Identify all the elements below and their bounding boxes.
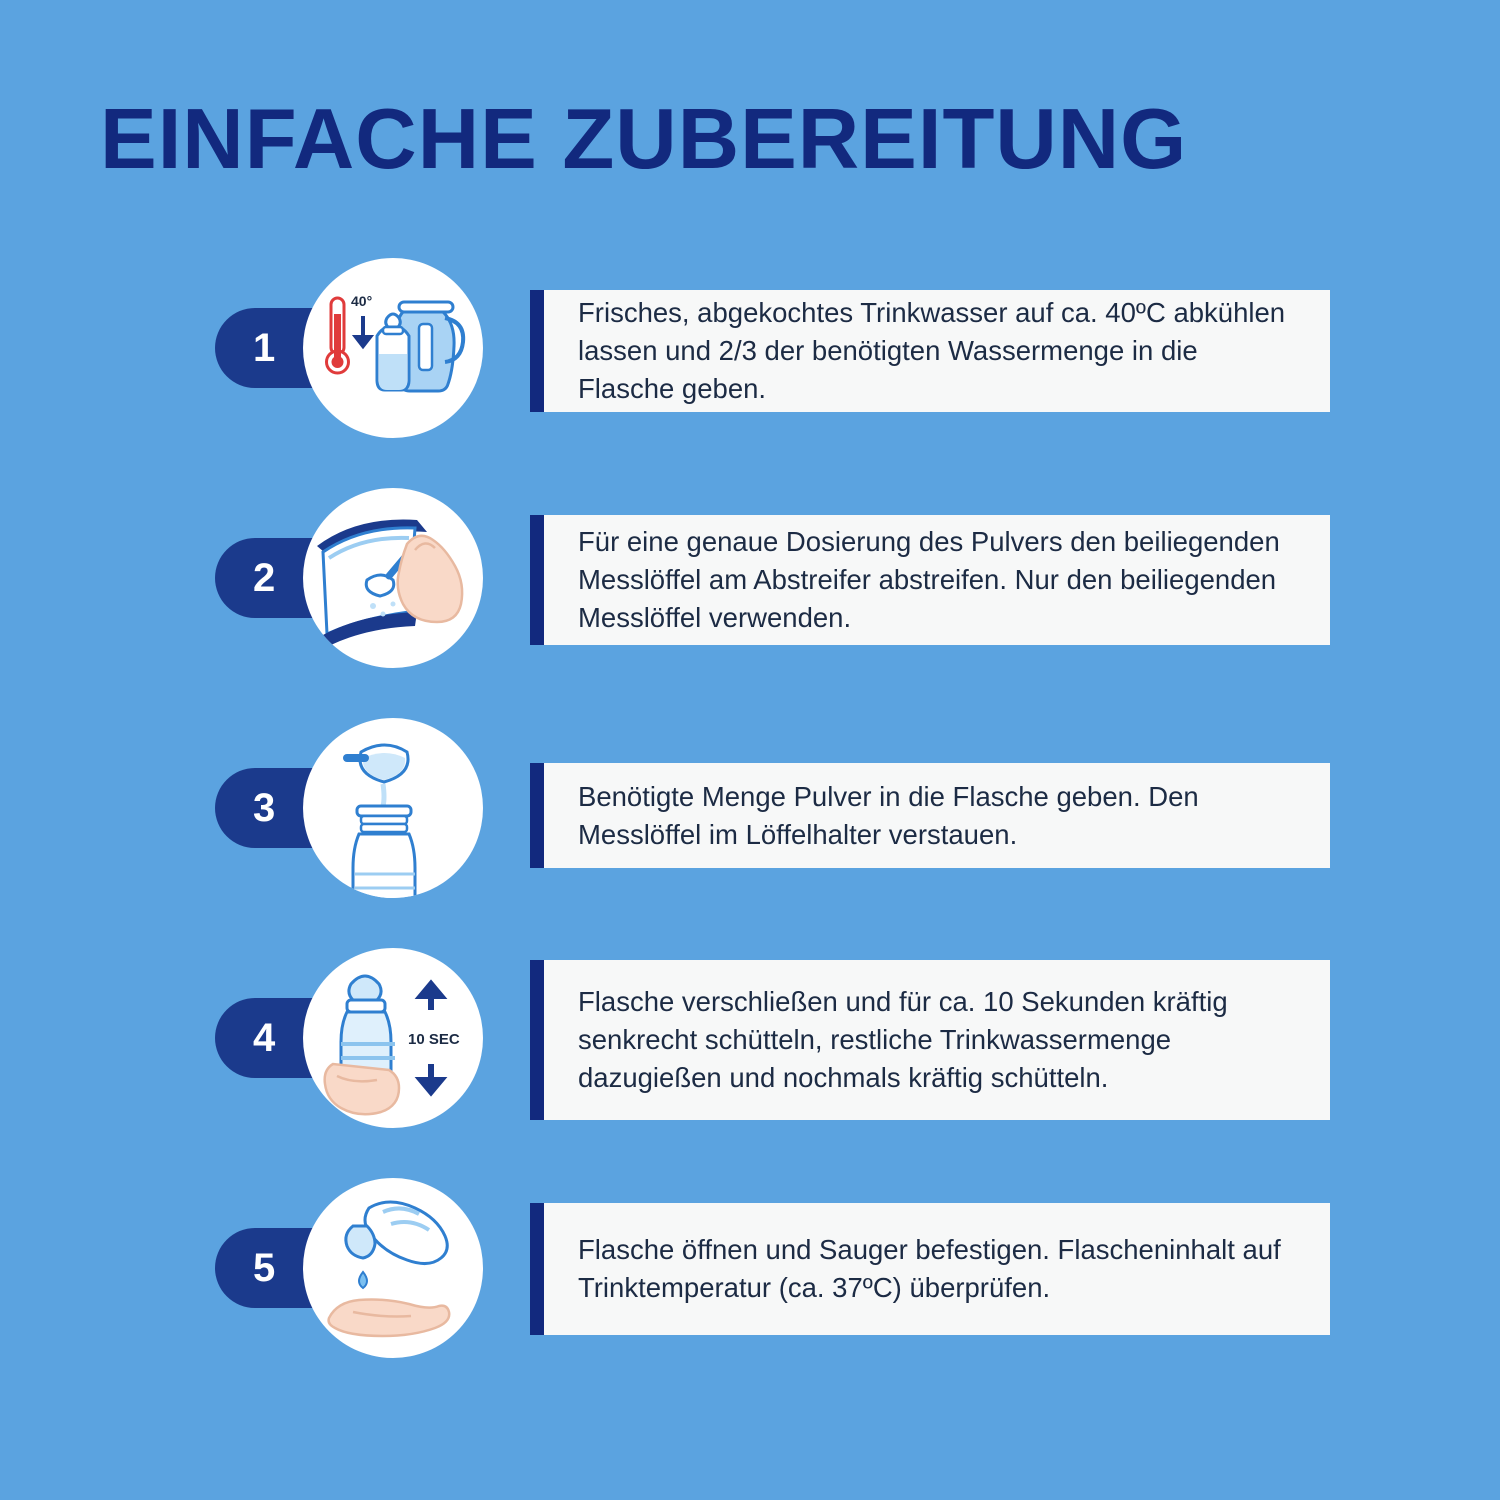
page-title: EINFACHE ZUBEREITUNG [100, 92, 1188, 187]
svg-text:10 SEC: 10 SEC [408, 1031, 460, 1048]
step-item [0, 488, 1500, 668]
kettle-thermometer-bottle-icon [303, 258, 483, 438]
step-text: Flasche verschließen und für ca. 10 Sekunden kräftig senkrecht schütteln, restliche Trinkwassermenge dazugießen und nochmals kräftig schütteln. [578, 986, 1228, 1093]
step-text-card [530, 515, 1330, 645]
hand-shaking-bottle-icon [303, 948, 483, 1128]
steps-list [0, 258, 1500, 1408]
step-text-card [530, 290, 1330, 412]
step-text-card [530, 763, 1330, 868]
svg-text:40°: 40° [351, 293, 373, 309]
scoop-pouring-into-bottle-icon [303, 718, 483, 898]
step-text: Für eine genaue Dosierung des Pulvers den beiliegenden Messlöffel am Abstreifer abstreifen. Nur den beiliegenden Messlöffel verwenden. [578, 526, 1280, 633]
step-number: 5 [253, 1245, 276, 1290]
bottle-drop-on-hand-icon [303, 1178, 483, 1358]
step-text: Flasche öffnen und Sauger befestigen. Flascheninhalt auf Trinktemperatur (ca. 37ºC) überprüfen. [578, 1234, 1281, 1303]
step-text-card [530, 1203, 1330, 1335]
step-item [0, 1178, 1500, 1358]
step-item [0, 948, 1500, 1128]
step-item [0, 258, 1500, 438]
step-text-card [530, 960, 1330, 1120]
step-number: 3 [253, 785, 276, 830]
step-number: 1 [253, 325, 276, 370]
step-text: Benötigte Menge Pulver in die Flasche geben. Den Messlöffel im Löffelhalter verstauen. [578, 780, 1199, 850]
step-item [0, 718, 1500, 898]
step-number: 4 [253, 1015, 276, 1060]
hand-scoop-leveler-icon [303, 488, 483, 668]
step-text: Frisches, abgekochtes Trinkwasser auf ca. 40ºC abkühlen lassen und 2/3 der benötigten Wassermenge in die Flasche geben. [578, 297, 1286, 404]
step-number: 2 [253, 555, 276, 600]
